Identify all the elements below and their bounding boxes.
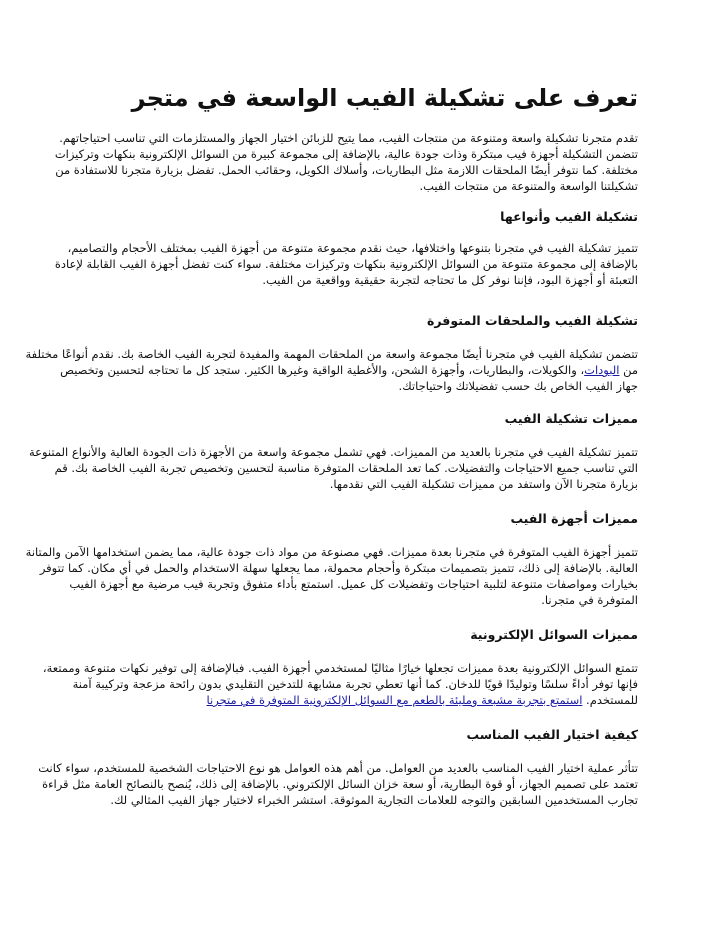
paragraph-line: تجارب المستخدمين السابقين والتوجه للعلامات التجارية الموثوقة. استشر الخبراء لاختيار جهاز الفيب المثالي لك. xyxy=(110,793,638,807)
paragraph-line: تعتمد على تصميم الجهاز، أو قوة البطارية، أو سعة خزان السائل الإلكتروني. بالإضافة إلى ذلك، يُنصح بالنصائح العامة مثل قراءة xyxy=(42,777,638,791)
paragraph-line: تتأثر عملية اختيار الفيب المناسب بالعديد من العوامل. من أهم هذه العوامل هو نوع الاحتياجات الشخصية للمستخدم، سواء كانت xyxy=(38,761,638,775)
paragraph-line: فإنها توفر أداءً سلسًا وتوليدًا قويًا للدخان. كما أنها تعطي تجربة مشابهة للتدخين التقليدي بدون رائحة مزعجة وتركيبة آمنة xyxy=(72,677,638,691)
paragraph-line: تتمتع السوائل الإلكترونية بعدة مميزات تجعلها خيارًا مثاليًا لمستخدمي أجهزة الفيب. فبالإضافة إلى توفير نكهات متنوعة وممتعة، xyxy=(42,661,638,675)
page-title: تعرف على تشكيلة الفيب الواسعة في متجر xyxy=(131,84,638,112)
paragraph-line: من البودات، والكويلات، والبطاريات، وأجهزة الشحن، والأغطية الواقية وغيرها الكثير. ستجد كل ما تحتاجه لتحسين وتخصيص xyxy=(60,363,638,377)
paragraph-line: جهاز الفيب الخاص بك حسب تفضيلاتك واحتياجاتك. xyxy=(398,379,638,393)
section-heading: مميزات أجهزة الفيب xyxy=(510,511,638,526)
paragraph-line: تتضمن تشكيلة الفيب في متجرنا أيضًا مجموعة واسعة من الملحقات المهمة والمفيدة لتجربة الفيب الخاصة بك. نقدم أنواعًا مختلفة xyxy=(25,347,638,361)
paragraph-line: المتوفرة في متجرنا. xyxy=(541,593,638,607)
paragraph-line: تقدم متجرنا تشكيلة واسعة ومتنوعة من منتجات الفيب، مما يتيح للزبائن اختيار الجهاز والمستلزمات التي تناسب احتياجاتهم. xyxy=(59,131,638,145)
section-paragraph xyxy=(25,544,638,608)
paragraph-line: مختلفة. كما نتوفر أيضًا الملحقات اللازمة مثل البطاريات، وأسلاك الكويل، وحقائب الحمل. تفضل بزيارة متجرنا للاستفادة من xyxy=(55,163,638,177)
paragraph-line: تتميز أجهزة الفيب المتوفرة في متجرنا بعدة مميزات. فهي مصنوعة من مواد ذات جودة عالية، مما يضمن استخدامها الآمن والمتانة xyxy=(25,545,638,559)
section-heading: تشكيلة الفيب والملحقات المتوفرة xyxy=(427,313,638,328)
paragraph-line: بالإضافة إلى مجموعة متنوعة من السوائل الإلكترونية بنكهات وتركيزات مختلفة. سواء كنت تفضل أجهزة الفيب القابلة لإعادة xyxy=(54,257,638,271)
paragraph-line: العالية. بالإضافة إلى ذلك، تتميز بتصميمات مبتكرة وأحجام محمولة، مما يجعلها سهلة الاستخدام والحمل في أي مكان. كما تتوفر xyxy=(39,561,638,575)
section-paragraph xyxy=(38,760,638,808)
paragraph-line: التي تناسب جميع الاحتياجات والتفضيلات. كما تعد الملحقات المتوفرة مناسبة لتحسين وتخصيص تجربة الفيب الخاصة بك. قم xyxy=(54,461,638,475)
paragraph-line: تتضمن التشكيلة أجهزة فيب مبتكرة وذات جودة عالية، بالإضافة إلى مجموعة كبيرة من السوائل الإلكترونية بنكهات وتركيزات xyxy=(54,147,638,161)
section-paragraph xyxy=(42,660,638,708)
paragraph-line: تتميز تشكيلة الفيب في متجرنا بالعديد من المميزات. فهي تشمل مجموعة واسعة من الأجهزة ذات الجودة العالية والأنواع المتنوعة xyxy=(28,445,638,459)
section-heading: كيفية اختيار الفيب المناسب xyxy=(466,727,638,742)
section-paragraph xyxy=(25,346,638,394)
section-heading: تشكيلة الفيب وأنواعها xyxy=(500,209,638,224)
paragraph-line xyxy=(78,692,638,708)
paragraph-line: تتميز تشكيلة الفيب في متجرنا بتنوعها واختلافها، حيث نقدم مجموعة متنوعة من أجهزة الفيب بمختلف الأحجام والتصاميم، xyxy=(67,241,638,255)
section-heading: مميزات تشكيلة الفيب xyxy=(504,411,638,426)
pods-link[interactable]: البودات xyxy=(584,363,620,377)
paragraph-line: بخيارات ومواصفات متنوعة لتلبية احتياجات وتفضيلات كل عميل. استمتع بأداء متفوق وتجربة فيب مرضية مع أجهزة الفيب xyxy=(69,577,638,591)
paragraph-line: تشكيلتنا الواسعة والمتنوعة من منتجات الفيب. xyxy=(419,179,638,193)
paragraph-text: للمستخدم. xyxy=(582,693,638,707)
section-heading: مميزات السوائل الإلكترونية xyxy=(470,627,638,642)
section-paragraph xyxy=(28,444,638,492)
paragraph-line: التعبئة أو أجهزة البود، فإننا نوفر كل ما تحتاجه لتجربة حقيقية وواقعية من الفيب. xyxy=(262,273,638,287)
e-liquids-link[interactable]: استمتع بتجربة مشبعة ومليئة بالطعم مع السوائل الإلكترونية المتوفرة في متجرنا xyxy=(206,693,583,707)
intro-paragraph xyxy=(54,130,638,194)
section-paragraph xyxy=(54,240,638,288)
paragraph-line: بزيارة متجرنا الآن واستفد من مميزات تشكيلة الفيب التي نقدمها. xyxy=(329,477,638,491)
